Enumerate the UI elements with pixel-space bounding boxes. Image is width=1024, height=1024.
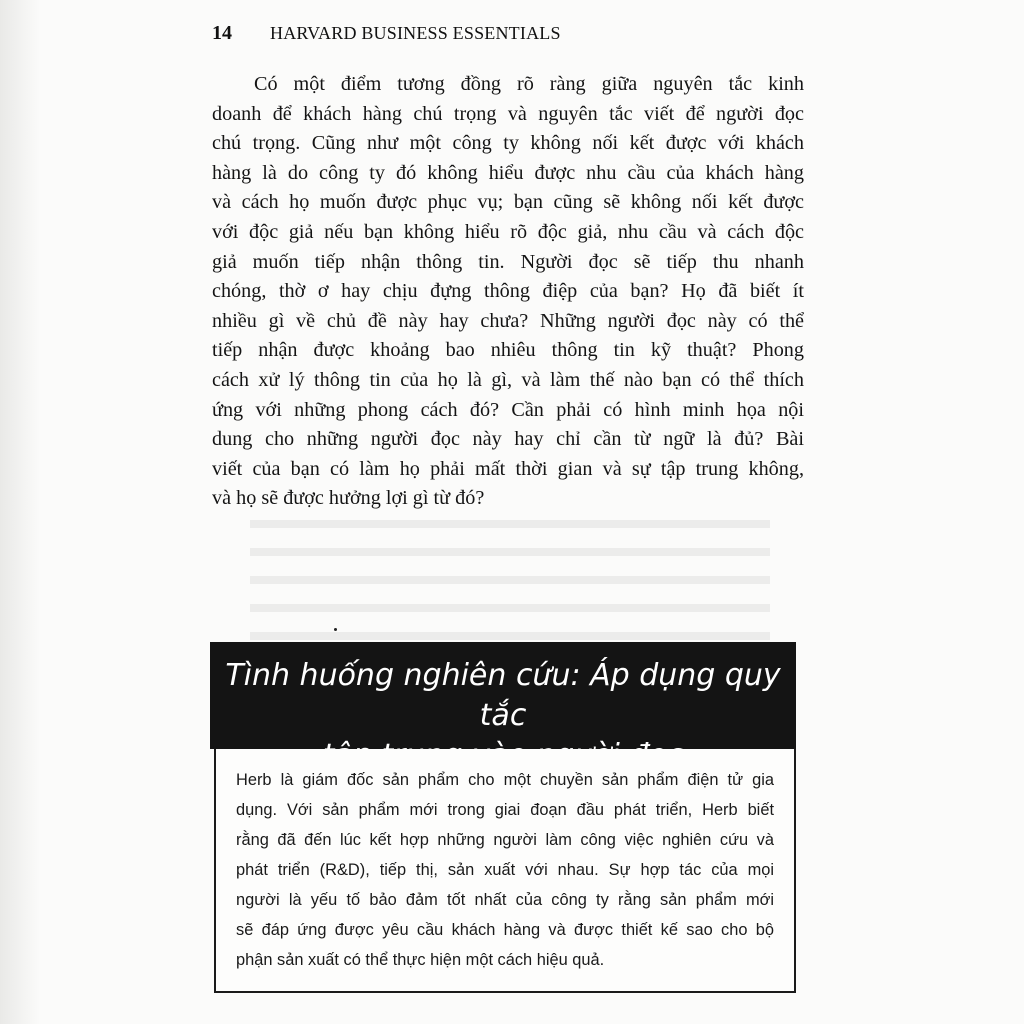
running-head: HARVARD BUSINESS ESSENTIALS (270, 23, 561, 43)
body-line: doanh để khách hàng chú trọng và nguyên tắc viết để người đọc (212, 102, 804, 125)
body-line: giả muốn tiếp nhận thông tin. Người đọc sẽ tiếp thu nhanh (212, 250, 804, 273)
case-study-line: Herb là giám đốc sản phẩm cho một chuyền sản phẩm điện tử gia (236, 771, 774, 789)
page-number: 14 (212, 22, 232, 44)
case-study-line: phát triển (R&D), tiếp thị, sản xuất với nhau. Sự hợp tác của mọi (236, 861, 774, 879)
body-line: hàng là do công ty đó không hiểu được nhu cầu của khách hàng (212, 161, 804, 184)
body-line: nhiều gì về chủ đề này hay chưa? Những người đọc này có thể (212, 309, 804, 332)
case-study-title-line: Tình huống nghiên cứu: Áp dụng quy tắc (225, 658, 781, 733)
page-header (212, 22, 561, 45)
body-line: chú trọng. Cũng như một công ty không nối kết được với khách (212, 132, 804, 155)
show-through-text (250, 520, 770, 640)
body-line: và cách họ muốn được phục vụ; bạn cũng sẽ không nối kết được (212, 191, 804, 214)
case-study-line: sẽ đáp ứng được yêu cầu khách hàng và được thiết kế sao cho bộ (236, 921, 774, 939)
body-line: viết của bạn có làm họ phải mất thời gian và sự tập trung không, (212, 457, 804, 480)
case-study-text (236, 765, 774, 975)
case-study-content (214, 749, 796, 993)
case-study-line: rằng đã đến lúc kết hợp những người làm công việc nghiên cứu và (236, 831, 774, 849)
body-paragraph (212, 70, 804, 514)
body-line: tiếp nhận được khoảng bao nhiêu thông tin kỹ thuật? Phong (212, 339, 804, 362)
body-line: và họ sẽ được hưởng lợi gì từ đó? (212, 487, 485, 510)
case-study-line: phận sản xuất có thể thực hiện một cách hiệu quả. (236, 951, 605, 969)
case-study-line: người là yếu tố bảo đảm tốt nhất của công ty rằng sản phẩm mới (236, 891, 774, 909)
page-gutter-shadow (0, 0, 40, 1024)
ink-speck (334, 628, 337, 631)
body-line: với độc giả nếu bạn không hiểu rõ độc giả, nhu cầu và cách độc (212, 220, 804, 243)
body-line: cách xử lý thông tin của họ là gì, và làm thế nào bạn có thể thích (212, 368, 804, 391)
body-line: ứng với những phong cách đó? Cần phải có hình minh họa nội (212, 398, 804, 421)
body-line: Có một điểm tương đồng rõ ràng giữa nguyên tắc kinh (254, 73, 804, 95)
body-line: chóng, thờ ơ hay chịu đựng thông điệp của bạn? Họ đã biết ít (212, 280, 804, 303)
case-study-title (210, 642, 796, 749)
case-study-box (210, 642, 796, 994)
body-line: dung cho những người đọc này hay chỉ cần từ ngữ là đủ? Bài (212, 428, 804, 451)
case-study-line: dụng. Với sản phẩm mới trong giai đoạn đầu phát triển, Herb biết (236, 801, 774, 819)
